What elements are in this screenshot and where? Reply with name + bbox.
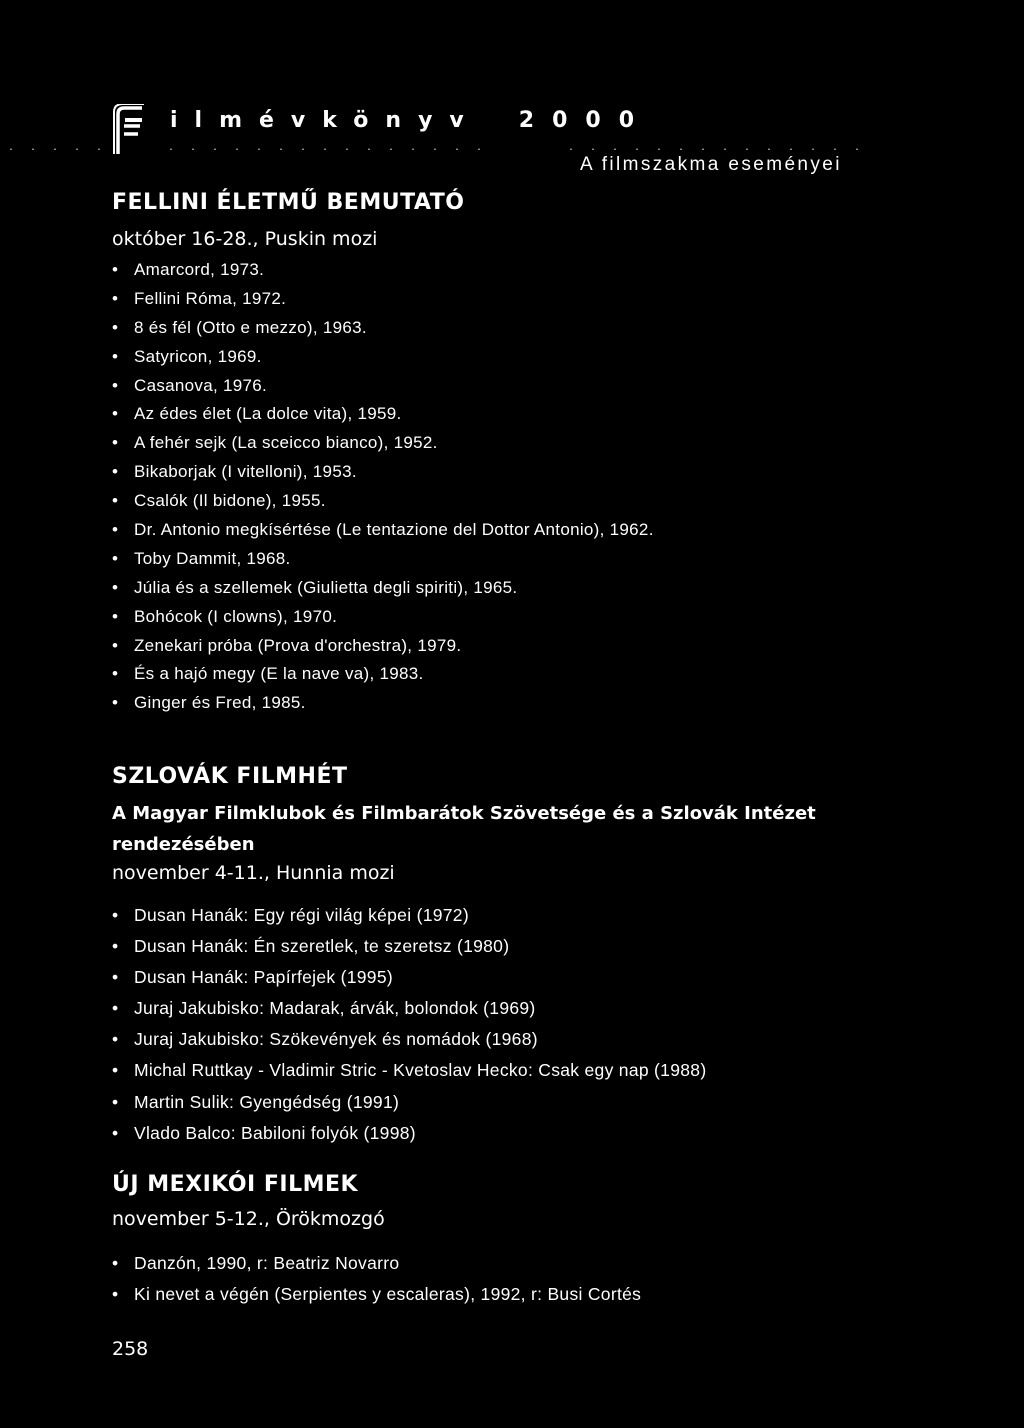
list-item: • Michal Ruttkay - Vladimir Stric - Kvetoslav Hecko: Csak egy nap (1988) [112, 1055, 706, 1086]
list-item: • Bikaborjak (I vitelloni), 1953. [112, 458, 654, 487]
list-item: • Dusan Hanák: Én szeretlek, te szeretsz (1980) [112, 931, 706, 962]
section-dates-mexican: november 5-12., Örökmozgó [112, 1208, 385, 1230]
list-item: • 8 és fél (Otto e mezzo), 1963. [112, 314, 654, 343]
page-number: 258 [112, 1338, 149, 1360]
dotted-rule-left [0, 148, 110, 150]
section-dates-fellini: október 16-28., Puskin mozi [112, 228, 378, 250]
dotted-rule-middle [160, 148, 490, 150]
list-item: • Juraj Jakubisko: Madarak, árvák, bolondok (1969) [112, 993, 706, 1024]
section-title-mexican: ÚJ MEXIKÓI FILMEK [112, 1172, 359, 1197]
list-item: • Ginger és Fred, 1985. [112, 689, 654, 718]
list-item: • És a hajó megy (E la nave va), 1983. [112, 660, 654, 689]
list-item: • Dusan Hanák: Papírfejek (1995) [112, 962, 706, 993]
list-item: • Martin Sulik: Gyengédség (1991) [112, 1087, 706, 1118]
book-subtitle: A filmszakma eseményei [580, 154, 842, 175]
film-list-mexican [112, 1248, 641, 1310]
book-year: 2000 [518, 108, 652, 133]
book-title-text: ilmévkönyv [170, 108, 481, 133]
list-item: • Juraj Jakubisko: Szökevények és nomádok (1968) [112, 1024, 706, 1055]
book-title [170, 108, 652, 133]
section-title-fellini: FELLINI ÉLETMŰ BEMUTATÓ [112, 190, 465, 215]
list-item: • Casanova, 1976. [112, 372, 654, 401]
dotted-rule-right [560, 148, 870, 150]
list-item: • Satyricon, 1969. [112, 343, 654, 372]
list-item: • Toby Dammit, 1968. [112, 545, 654, 574]
filmevkonyv-logo-icon [112, 104, 146, 156]
film-list-fellini [112, 256, 654, 718]
list-item: • Dusan Hanák: Egy régi világ képei (1972) [112, 900, 706, 931]
list-item: • A fehér sejk (La sceicco bianco), 1952. [112, 429, 654, 458]
list-item: • Fellini Róma, 1972. [112, 285, 654, 314]
film-list-slovak [112, 900, 706, 1149]
list-item: • Csalók (Il bidone), 1955. [112, 487, 654, 516]
section-organizer-slovak: A Magyar Filmklubok és Filmbarátok Szövetsége és a Szlovák Intézet rendezésében [112, 803, 816, 855]
list-item: • Danzón, 1990, r: Beatriz Novarro [112, 1248, 641, 1279]
list-item: • Júlia és a szellemek (Giulietta degli spiriti), 1965. [112, 574, 654, 603]
section-title-slovak: SZLOVÁK FILMHÉT [112, 764, 348, 789]
section-dates-slovak: november 4-11., Hunnia mozi [112, 862, 395, 884]
list-item: • Zenekari próba (Prova d'orchestra), 1979. [112, 632, 654, 661]
list-item: • Az édes élet (La dolce vita), 1959. [112, 400, 654, 429]
list-item: • Ki nevet a végén (Serpientes y escaleras), 1992, r: Busi Cortés [112, 1279, 641, 1310]
list-item: • Bohócok (I clowns), 1970. [112, 603, 654, 632]
list-item: • Amarcord, 1973. [112, 256, 654, 285]
list-item: • Vlado Balco: Babiloni folyók (1998) [112, 1118, 706, 1149]
list-item: • Dr. Antonio megkísértése (Le tentazione del Dottor Antonio), 1962. [112, 516, 654, 545]
